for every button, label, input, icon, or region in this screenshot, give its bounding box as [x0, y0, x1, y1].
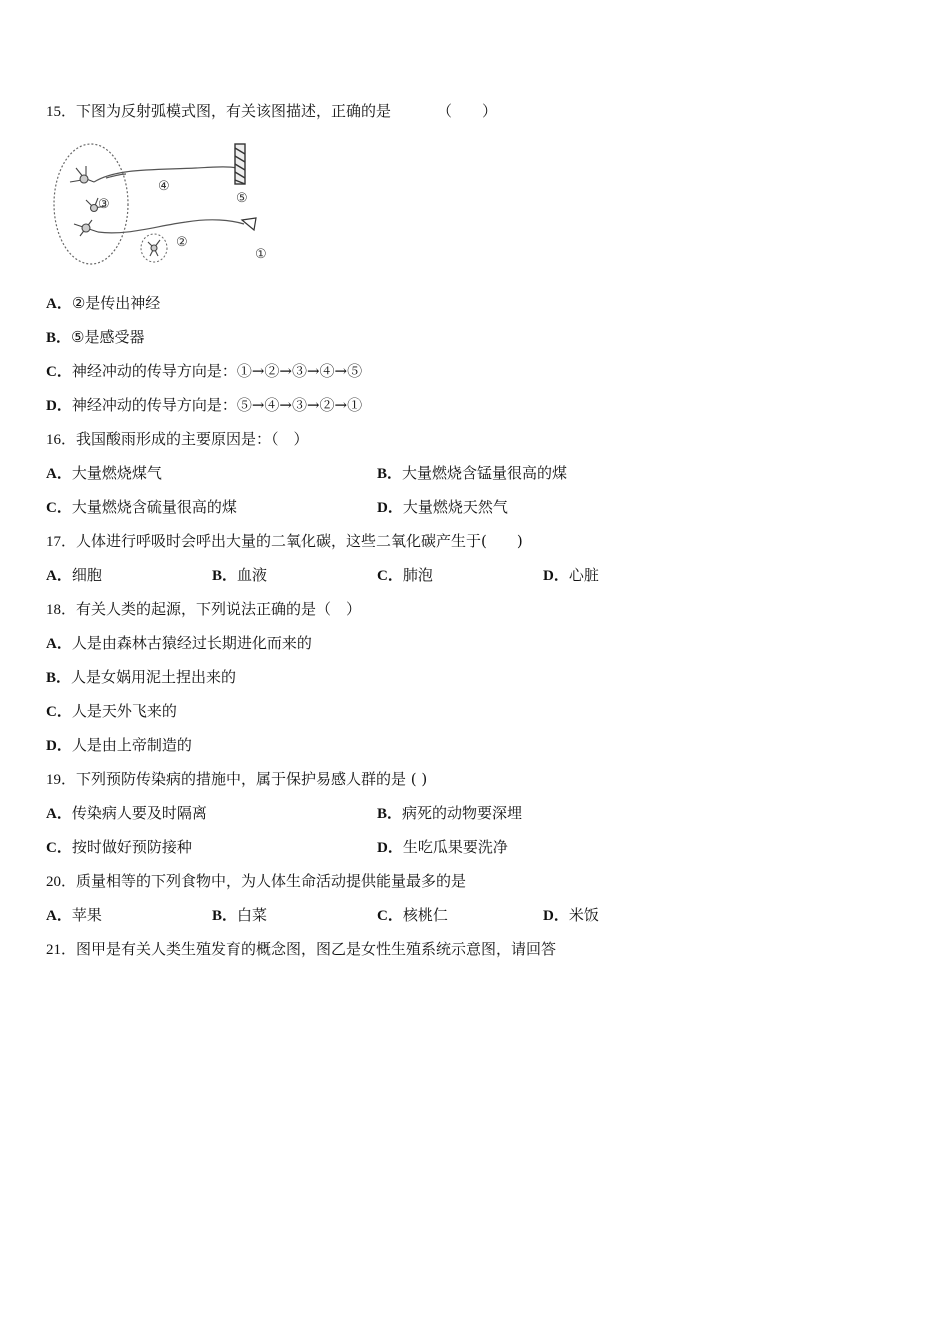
option-text: ②是传出神经	[71, 294, 161, 312]
q20-option-b[interactable]	[212, 905, 267, 926]
q17-option-a[interactable]	[46, 565, 102, 586]
q19-option-d[interactable]	[377, 837, 508, 858]
question-number: 16．	[46, 432, 77, 448]
q16-option-a[interactable]	[46, 463, 162, 484]
option-text: 神经冲动的传导方向是：⑤→④→③→②→①	[71, 396, 363, 414]
question-18-stem	[46, 599, 361, 620]
question-17-stem	[46, 531, 523, 552]
q17-option-c[interactable]	[377, 565, 433, 586]
option-text: 神经冲动的传导方向是：①→②→③→④→⑤	[71, 362, 363, 380]
q16-option-d[interactable]	[377, 497, 508, 518]
q19-option-b[interactable]	[377, 803, 522, 824]
receptor	[242, 218, 256, 230]
option-label: A．	[46, 636, 72, 652]
option-label: A．	[46, 466, 72, 482]
option-text: 核桃仁	[402, 906, 448, 924]
option-text: 心脏	[568, 566, 599, 584]
q19-option-c[interactable]	[46, 837, 192, 858]
q19-option-a[interactable]	[46, 803, 207, 824]
option-label: D．	[377, 840, 403, 856]
nerve-fibers	[94, 167, 244, 233]
option-label: D．	[543, 568, 569, 584]
q17-option-b[interactable]	[212, 565, 267, 586]
option-text: 细胞	[71, 566, 102, 584]
option-text: 人是天外飞来的	[71, 702, 177, 720]
option-text: 生吃瓜果要洗净	[402, 838, 508, 856]
option-text: 米饭	[568, 906, 599, 924]
option-label: C．	[377, 908, 403, 924]
option-text: 人是由森林古猿经过长期进化而来的	[71, 634, 312, 652]
option-label: D．	[46, 738, 72, 754]
option-label: A．	[46, 296, 72, 312]
reflex-arc-diagram	[46, 138, 272, 270]
q18-option-b[interactable]	[46, 667, 236, 688]
question-number: 17．	[46, 534, 77, 550]
label-5: ⑤	[236, 191, 248, 206]
option-text: 人是由上帝制造的	[71, 736, 192, 754]
option-text: ⑤是感受器	[71, 328, 145, 346]
option-text: 大量燃烧煤气	[71, 464, 162, 482]
q20-option-d[interactable]	[543, 905, 599, 926]
option-label: B．	[212, 568, 238, 584]
question-number: 18．	[46, 602, 77, 618]
question-text: 有关人类的起源，下列说法正确的是（ ）	[76, 600, 362, 618]
option-text: 大量燃烧含锰量很高的煤	[402, 464, 568, 482]
q20-option-c[interactable]	[377, 905, 448, 926]
question-number: 21．	[46, 942, 77, 958]
q18-option-d[interactable]	[46, 735, 192, 756]
effector-muscle	[235, 144, 245, 184]
answer-paren: （ ）	[437, 102, 498, 120]
question-19-stem	[46, 769, 427, 790]
question-text: 下列预防传染病的措施中，属于保护易感人群的是 ( )	[76, 770, 428, 788]
question-number: 20．	[46, 874, 77, 890]
option-label: C．	[46, 500, 72, 516]
option-text: 传染病人要及时隔离	[71, 804, 207, 822]
q15-option-a[interactable]	[46, 293, 160, 314]
question-21-stem	[46, 939, 556, 960]
neurons	[70, 166, 160, 256]
question-15-stem	[46, 101, 497, 122]
option-text: 血液	[237, 566, 268, 584]
option-label: B．	[377, 466, 403, 482]
question-text: 我国酸雨形成的主要原因是：（ ）	[76, 430, 309, 448]
question-20-stem	[46, 871, 466, 892]
option-text: 白菜	[237, 906, 268, 924]
option-text: 大量燃烧含硫量很高的煤	[71, 498, 237, 516]
q18-option-a[interactable]	[46, 633, 312, 654]
q15-option-c[interactable]	[46, 361, 362, 382]
q15-option-d[interactable]	[46, 395, 362, 416]
question-number: 15．	[46, 104, 77, 120]
option-label: B．	[46, 330, 72, 346]
option-text: 按时做好预防接种	[71, 838, 192, 856]
option-label: A．	[46, 568, 72, 584]
option-label: D．	[543, 908, 569, 924]
option-text: 大量燃烧天然气	[402, 498, 508, 516]
q15-option-b[interactable]	[46, 327, 144, 348]
option-text: 病死的动物要深埋	[402, 804, 523, 822]
q17-option-d[interactable]	[543, 565, 599, 586]
q20-option-a[interactable]	[46, 905, 102, 926]
question-number: 19．	[46, 772, 77, 788]
label-2: ②	[176, 235, 188, 250]
option-label: D．	[46, 398, 72, 414]
option-label: B．	[46, 670, 72, 686]
option-label: A．	[46, 806, 72, 822]
option-label: B．	[212, 908, 238, 924]
option-text: 苹果	[71, 906, 102, 924]
option-label: C．	[377, 568, 403, 584]
spinal-cord-outline	[54, 144, 128, 264]
q16-option-b[interactable]	[377, 463, 567, 484]
question-16-stem	[46, 429, 309, 450]
q18-option-c[interactable]	[46, 701, 177, 722]
question-text: 下图为反射弧模式图，有关该图描述，正确的是	[76, 102, 392, 120]
option-label: C．	[46, 840, 72, 856]
option-text: 人是女娲用泥土捏出来的	[71, 668, 237, 686]
label-4: ④	[158, 179, 170, 194]
option-label: C．	[46, 704, 72, 720]
question-text: 人体进行呼吸时会呼出大量的二氧化碳，这些二氧化碳产生于( )	[76, 532, 523, 550]
option-label: B．	[377, 806, 403, 822]
question-text: 质量相等的下列食物中，为人体生命活动提供能量最多的是	[76, 872, 467, 890]
option-label: D．	[377, 500, 403, 516]
q16-option-c[interactable]	[46, 497, 237, 518]
question-text: 图甲是有关人类生殖发育的概念图，图乙是女性生殖系统示意图，请回答	[76, 940, 557, 958]
option-label: A．	[46, 908, 72, 924]
label-3: ③	[98, 197, 110, 212]
option-text: 肺泡	[402, 566, 433, 584]
option-label: C．	[46, 364, 72, 380]
label-1: ①	[255, 247, 267, 262]
